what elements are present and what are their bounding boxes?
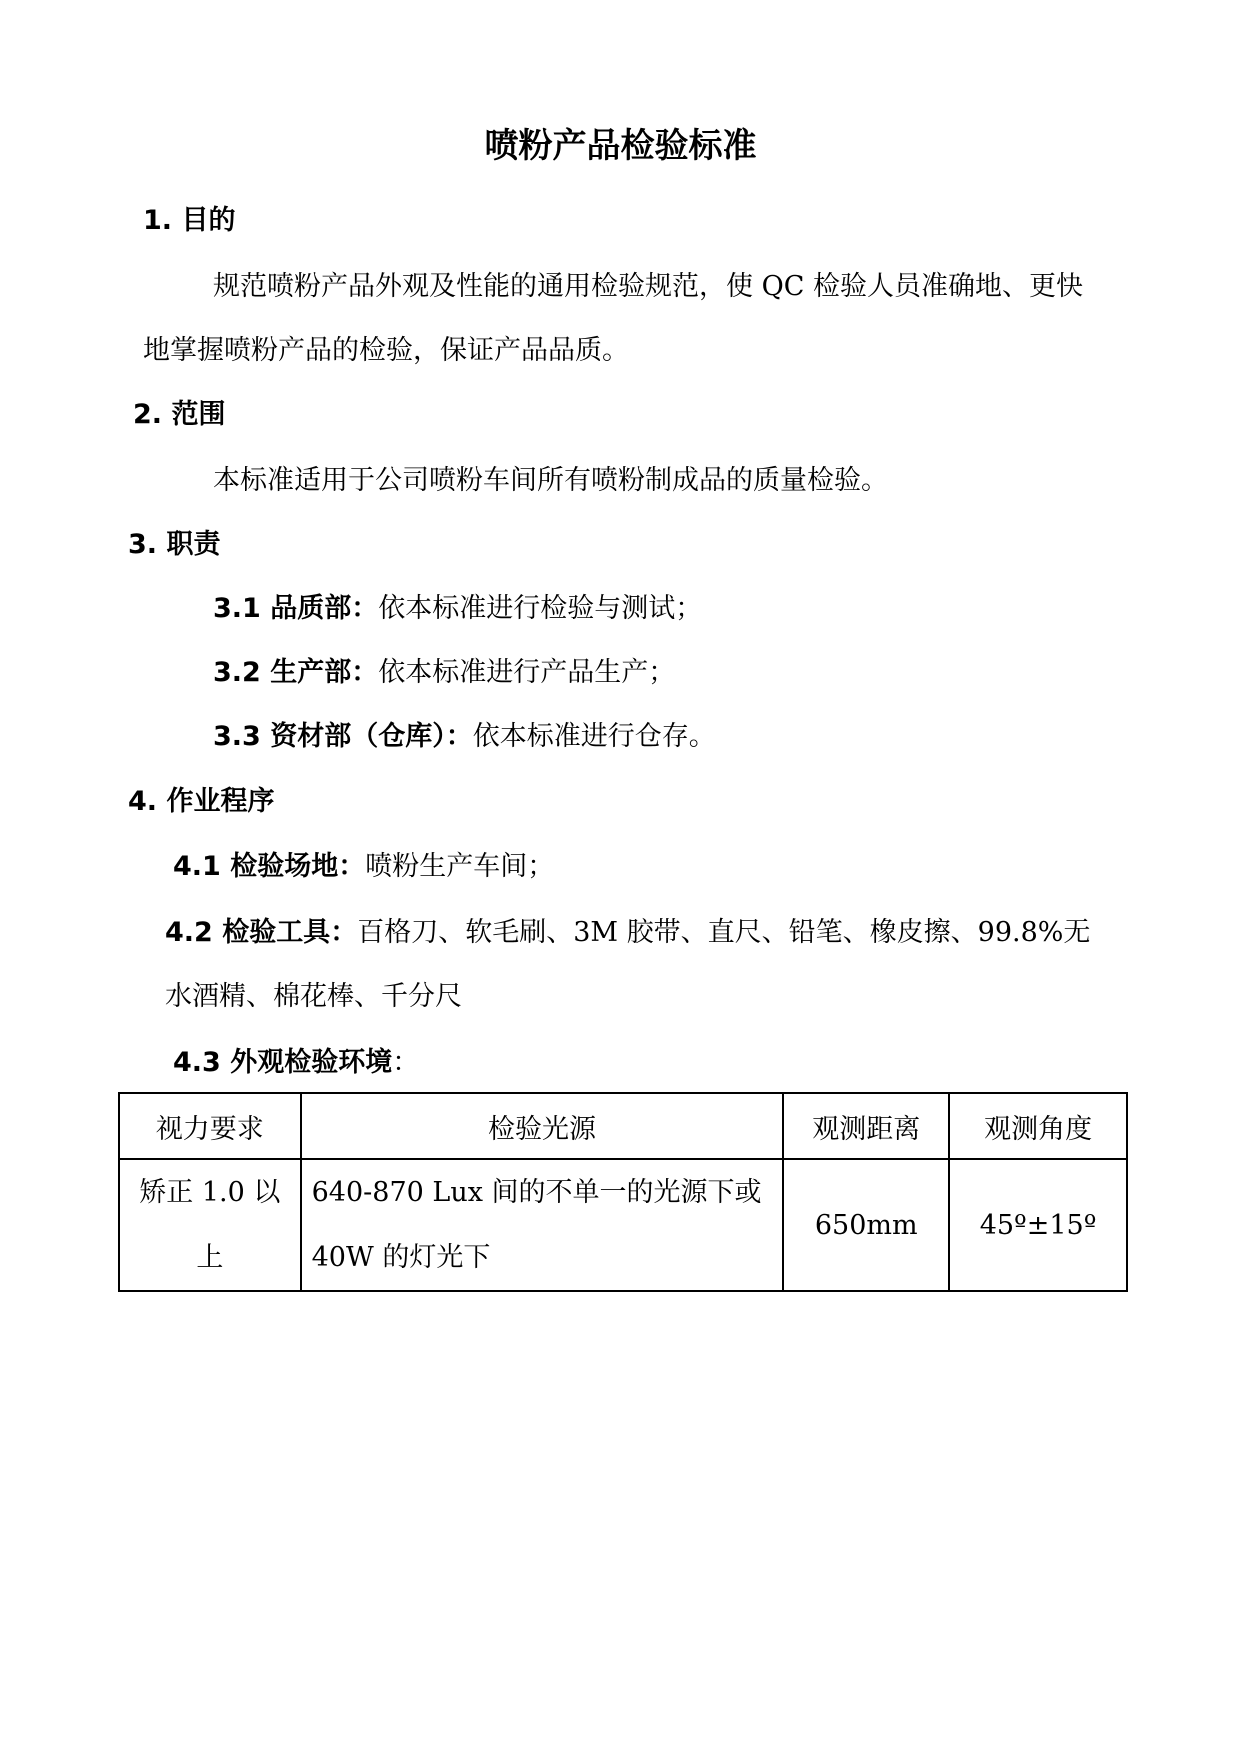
duty-label: 3.1 品质部： [213, 593, 379, 624]
environment-suffix: ： [392, 1047, 420, 1078]
procedure-tools-line2: 水酒精、棉花棒、千分尺 [165, 981, 462, 1012]
section-scope-heading: 2. 范围 [133, 399, 226, 430]
cell-angle: 45º±15º [949, 1159, 1127, 1291]
site-label: 4.1 检验场地： [173, 851, 366, 882]
duty-label: 3.3 资材部（仓库）： [213, 721, 473, 752]
site-text: 喷粉生产车间； [365, 851, 555, 882]
procedure-site [173, 850, 554, 884]
scope-text: 本标准适用于公司喷粉车间所有喷粉制成品的质量检验。 [213, 465, 888, 496]
duty-text: 依本标准进行仓存。 [472, 721, 716, 752]
section-purpose-heading: 1. 目的 [143, 205, 236, 236]
environment-label: 4.3 外观检验环境 [173, 1047, 393, 1078]
header-angle: 观测角度 [949, 1093, 1127, 1159]
purpose-text-line1: 规范喷粉产品外观及性能的通用检验规范，使 QC 检验人员准确地、更快 [213, 271, 1083, 302]
duty-label: 3.2 生产部： [213, 657, 379, 688]
header-light-source: 检验光源 [301, 1093, 784, 1159]
cell-vision: 矫正 1.0 以上 [119, 1159, 301, 1291]
cell-light-source: 640-870 Lux 间的不单一的光源下或 40W 的灯光下 [301, 1159, 784, 1291]
purpose-text-line2: 地掌握喷粉产品的检验，保证产品品质。 [143, 335, 629, 366]
table-header-row [119, 1093, 1127, 1159]
procedure-environment [173, 1046, 419, 1080]
duty-item-quality [213, 592, 702, 626]
tools-label: 4.2 检验工具： [165, 917, 358, 948]
header-vision: 视力要求 [119, 1093, 301, 1159]
duty-text: 依本标准进行检验与测试； [378, 593, 703, 624]
duty-item-production [213, 656, 675, 690]
inspection-environment-table [118, 1092, 1128, 1292]
procedure-tools-line1 [165, 916, 1090, 950]
section-procedure-heading: 4. 作业程序 [128, 786, 275, 817]
section-duties-heading: 3. 职责 [128, 529, 221, 560]
tools-text: 百格刀、软毛刷、3M 胶带、直尺、铅笔、橡皮擦、99.8%无 [357, 917, 1091, 948]
duty-text: 依本标准进行产品生产； [378, 657, 676, 688]
cell-distance: 650mm [783, 1159, 949, 1291]
table-row [119, 1159, 1127, 1291]
duty-item-materials [213, 720, 716, 754]
page-title: 喷粉产品检验标准 [484, 126, 757, 166]
header-distance: 观测距离 [783, 1093, 949, 1159]
